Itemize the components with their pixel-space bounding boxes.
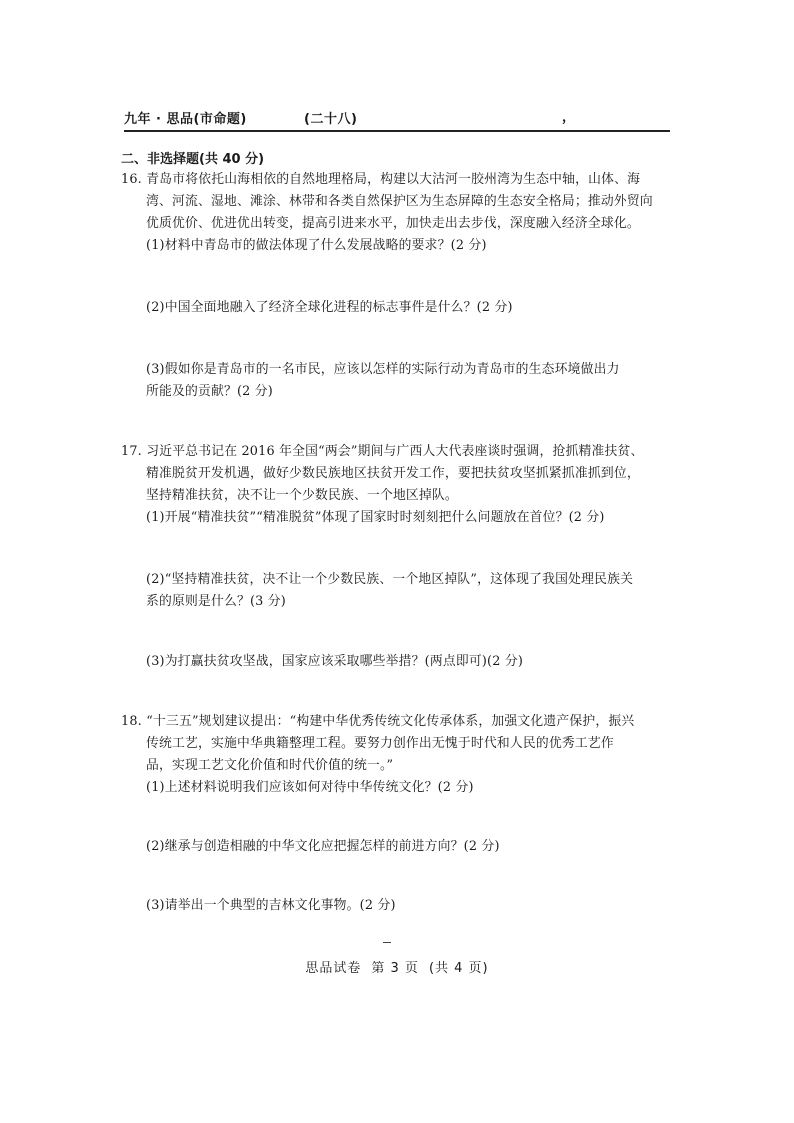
q16-sub3: (3)假如你是青岛市的一名市民，应该以怎样的实际行动为青岛市的生态环境做出力 [146, 362, 620, 377]
footer-page-number: 第 3 页 [371, 961, 419, 976]
q16-stem-line: 湾、河流、湿地、滩涂、林带和各类自然保护区为生态屏障的生态安全格局；推动外贸向 [146, 194, 653, 209]
q16-sub2: (2)中国全面地融入了经济全球化进程的标志事件是什么？(2 分) [146, 300, 513, 315]
q17-sub3: (3)为打赢扶贫攻坚战，国家应该采取哪些举措？(两点即可)(2 分) [146, 654, 524, 669]
exam-title: 九年 · 思品(市命题) [124, 112, 247, 127]
q16-sub3-cont: 所能及的贡献？(2 分) [146, 384, 273, 399]
footer-total-pages: (共 4 页) [428, 961, 489, 976]
header-mark: ， [562, 110, 576, 125]
q17-stem-line: 精准脱贫开发机遇，做好少数民族地区扶贫开发工作，要把扶贫攻坚抓紧抓准抓到位， [146, 466, 640, 481]
q16-stem-line: 优质优价、优进优出转变，提高引进来水平，加快走出去步伐，深度融入经济全球化。 [146, 216, 640, 231]
q18-stem-line: 品，实现工艺文化价值和时代价值的统一。” [146, 758, 394, 773]
q16-stem-line: 16. 青岛市将依托山海相依的自然地理格局，构建以大沽河一胶州湾为生态中轴，山体、海 [121, 172, 641, 187]
q18-stem-line: 传统工艺，实施中华典籍整理工程。要努力创作出无愧于时代和人民的优秀工艺作 [146, 736, 614, 751]
q17-sub2: (2)“坚持精准扶贫，决不让一个少数民族、一个地区掉队”，这体现了我国处理民族关 [146, 572, 634, 587]
exam-number: (二十八) [304, 112, 358, 127]
page-header [124, 108, 669, 128]
q17-sub2-cont: 系的原则是什么？(3 分) [146, 594, 286, 609]
q18-sub3: (3)请举出一个典型的吉林文化事物。(2 分) [146, 898, 396, 913]
q17-sub1: (1)开展“精准扶贫”“精准脱贫”体现了国家时时刻刻把什么问题放在首位？(2 分) [146, 510, 605, 525]
q16-sub1: (1)材料中青岛市的做法体现了什么发展战略的要求？(2 分) [146, 238, 487, 253]
section-title: 二、非选择题(共 40 分) [121, 152, 265, 167]
page-footer [0, 957, 794, 976]
footer-subject: 思品试卷 [305, 961, 362, 976]
q17-stem-line: 17. 习近平总书记在 2016 年全国“两会”期间与广西人大代表座谈时强调，抢抓精准扶贫、 [121, 444, 644, 459]
header-rule [124, 130, 670, 132]
q17-stem-line: 坚持精准扶贫，决不让一个少数民族、一个地区掉队。 [146, 488, 458, 503]
q18-stem-line: 18. “十三五”规划建议提出：“构建中华优秀传统文化传承体系，加强文化遗产保护，振兴 [121, 714, 635, 729]
q18-sub2: (2)继承与创造相融的中华文化应把握怎样的前进方向？(2 分) [146, 839, 500, 854]
q18-sub1: (1)上述材料说明我们应该如何对待中华传统文化？(2 分) [146, 780, 474, 795]
scan-speck [383, 942, 391, 943]
